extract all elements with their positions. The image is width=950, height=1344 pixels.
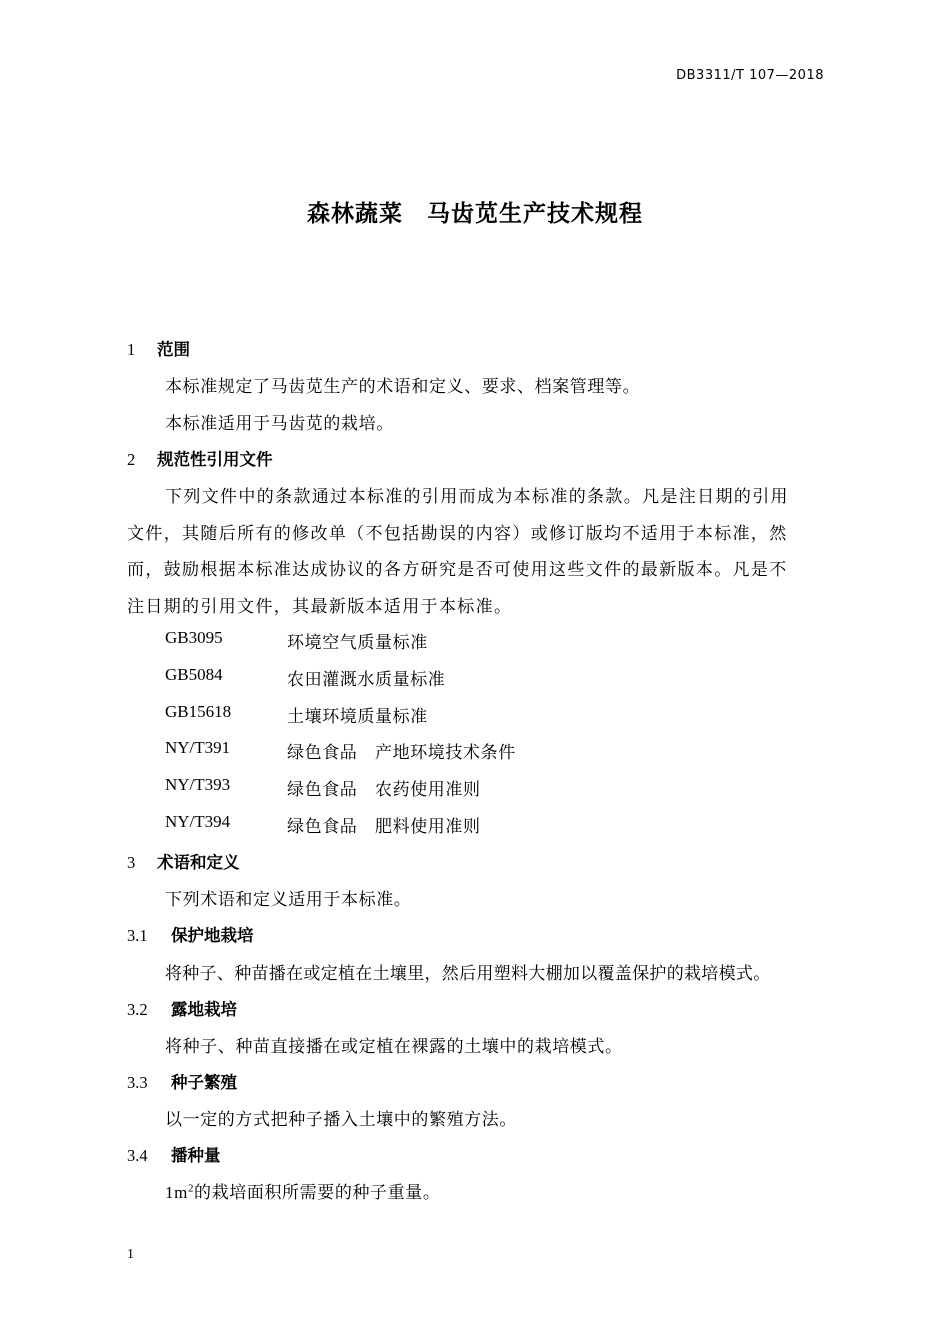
section-3-heading (127, 849, 240, 873)
terms-intro-paragraph: 下列术语和定义适用于本标准。 (165, 890, 412, 910)
reference-name: 土壤环境质量标准 (287, 707, 428, 727)
reference-name: 绿色食品 农药使用准则 (287, 780, 481, 800)
standard-code: DB3311/T 107—2018 (676, 68, 824, 83)
term-3-2-heading (127, 996, 237, 1020)
term-number: 3.3 (127, 1073, 148, 1092)
page-number: 1 (127, 1247, 134, 1262)
reference-code: NY/T393 (165, 775, 231, 794)
term-definition: 以一定的方式把种子播入土壤中的繁殖方法。 (165, 1110, 517, 1130)
reference-code: GB3095 (165, 628, 223, 647)
term-number: 3.4 (127, 1146, 148, 1165)
term-definition: 将种子、种苗播在或定植在土壤里，然后用塑料大棚加以覆盖保护的栽培模式。 (165, 964, 771, 984)
scope-paragraph-1: 本标准规定了马齿苋生产的术语和定义、要求、档案管理等。 (165, 377, 641, 397)
section-title: 术语和定义 (157, 853, 240, 872)
term-title: 播种量 (171, 1146, 221, 1165)
reference-code: GB15618 (165, 702, 232, 721)
section-number: 2 (127, 450, 136, 469)
definition-unit-exponent: 2 (187, 1182, 195, 1195)
term-title: 露地栽培 (171, 1000, 237, 1019)
reference-name: 绿色食品 产地环境技术条件 (287, 743, 516, 763)
definition-unit: 1m (165, 1183, 188, 1202)
reference-code: GB5084 (165, 665, 223, 684)
scope-paragraph-2: 本标准适用于马齿苋的栽培。 (165, 414, 394, 434)
term-definition (165, 1178, 440, 1203)
normative-paragraph-line: 而，鼓励根据本标准达成协议的各方研究是否可使用这些文件的最新版本。凡是不 (127, 560, 788, 580)
section-2-heading (127, 446, 273, 470)
section-title: 规范性引用文件 (157, 450, 273, 469)
normative-paragraph-line: 下列文件中的条款通过本标准的引用而成为本标准的条款。凡是注日期的引用 (165, 487, 789, 507)
reference-name: 绿色食品 肥料使用准则 (287, 817, 481, 837)
term-number: 3.1 (127, 926, 148, 945)
term-3-4-heading (127, 1142, 221, 1166)
term-title: 保护地栽培 (171, 926, 254, 945)
section-number: 1 (127, 340, 136, 359)
term-3-1-heading (127, 922, 254, 946)
document-title: 森林蔬菜 马齿苋生产技术规程 (307, 201, 643, 227)
normative-paragraph-line: 文件，其随后所有的修改单（不包括勘误的内容）或修订版均不适用于本标准，然 (127, 524, 788, 544)
definition-text: 的栽培面积所需要的种子重量。 (194, 1183, 441, 1203)
term-definition: 将种子、种苗直接播在或定植在裸露的土壤中的栽培模式。 (165, 1037, 623, 1057)
section-title: 范围 (157, 340, 190, 359)
term-3-3-heading (127, 1069, 237, 1093)
section-number: 3 (127, 853, 136, 872)
reference-code: NY/T394 (165, 812, 231, 831)
reference-name: 农田灌溉水质量标准 (287, 670, 446, 690)
term-title: 种子繁殖 (171, 1073, 237, 1092)
section-1-heading (127, 336, 190, 360)
normative-paragraph-line: 注日期的引用文件，其最新版本适用于本标准。 (127, 597, 513, 617)
reference-name: 环境空气质量标准 (287, 633, 428, 653)
term-number: 3.2 (127, 1000, 148, 1019)
reference-code: NY/T391 (165, 738, 231, 757)
